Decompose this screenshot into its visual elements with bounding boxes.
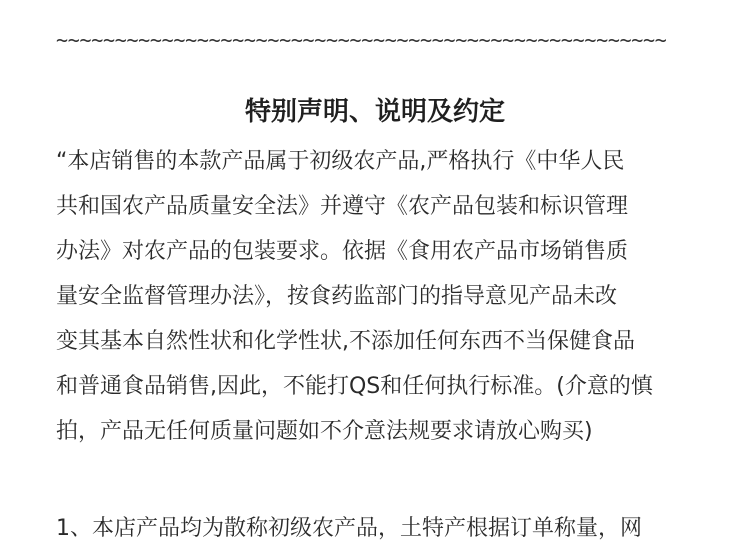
statement-line: “本店销售的本款产品属于初级农产品,严格执行《中华人民 [56,149,625,174]
statement-line: 拍，产品无任何质量问题如不介意法规要求请放心购买) [56,419,593,444]
statement-paragraph [56,139,716,454]
clause-1: 1、本店产品均为散称初级农产品，土特产根据订单称量，网 [56,516,642,541]
page-title: 特别声明、说明及约定 [244,97,505,127]
statement-line: 和普通食品销售,因此，不能打QS和任何执行标准。(介意的慎 [56,374,653,399]
statement-line: 共和国农产品质量安全法》并遵守《农产品包装和标识管理 [56,194,629,219]
tilde-divider: ~~~~~~~~~~~~~~~~~~~~~~~~~~~~~~~~~~~~~~~~~~~~~~~~~~~~ [56,28,667,52]
statement-line: 办法》对农产品的包装要求。依据《食用农产品市场销售质 [56,239,629,264]
statement-line: 量安全监督管理办法》，按食药监部门的指导意见产品未改 [56,284,618,309]
statement-line: 变其基本自然性状和化学性状,不添加任何东西不当保健食品 [56,329,635,354]
